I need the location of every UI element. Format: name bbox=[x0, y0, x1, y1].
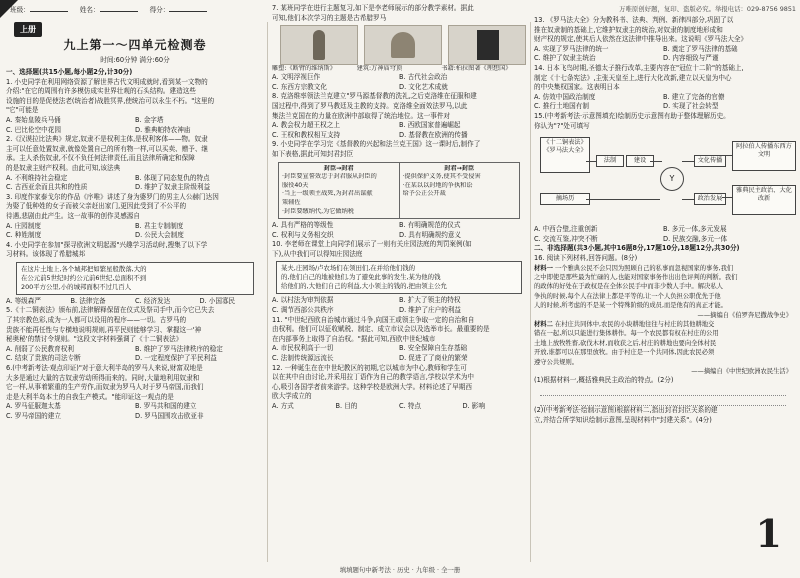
question-14: 14. 日本飞鸟时期,圣德太子推行改革,主要内容在"冠位十二阶"的基础上, 制定《十七条宪法》,主张天皇至上,进行大化改新,建立以天皇为中心 的中央集权国家。这表明日本 A. 仿效中国政治制度 B. 建立了完备的官僚 C. 推行土地国有制 D. 实现了社会转型 bbox=[534, 63, 744, 111]
student-info bbox=[10, 4, 207, 14]
name-label: 姓名： bbox=[79, 6, 100, 14]
class-label: 班级： bbox=[10, 6, 30, 14]
question-15: 15.(中考新考法·示意图填充)绘制历史示意图有助于整体理解历史。 你认为"?"处可填写 《十二铜表法》《罗马法大全》 摘场历 法制 建设 Y 文化传播 政治发展 阿拉伯人传播东西方文明 雅典民主政治、大化改新 A. 中西合璧,注重创新 B. 多元一体,多元发展 C. 交流互鉴,冲突不断 D. 民族交融,多元一体 bbox=[534, 112, 792, 244]
score-field[interactable] bbox=[169, 4, 207, 12]
question-2: 2.《汉谟拉比法典》规定,奴隶不是权利主体,是权利客体——物。奴隶 主可以任意处置奴隶,就像处置自己的所有物一样,可以买卖、赠予、继 承。主人杀伤奴隶,不仅不负任何法律责任,而且法律所确定和保障 的是奴隶主财产权利。由此可知,该法典 A. 不利维持社会稳定 B. 体现了同态复仇的特点 C. 古西亚余而且共和的性质 D. 维护了奴隶主阶级利益 bbox=[6, 135, 211, 192]
question-9: 9. 小史同学在学习完《基督教的兴起和法兰克王国》这一课时后,制作了 如下表格,据此可知封君封臣 封臣→封君 ·封臣要宣誓效忠于封君服从封臣的 服役40天 ·当上一级领主战死,为封君出谋献 策辅佐 ·封臣要缴纳代,为它做纳税 封君→封臣 ·提供保护义务,使其不受侵害 ·在某以以封地的争执和讼 给予公正公开裁 A. 具有严格的等级性 B. 有明确规范的仪式 C. 权利与义务相交织 D. 具有明确规约意义 bbox=[272, 140, 526, 240]
concept-diagram bbox=[538, 133, 792, 223]
question-16: 16. 阅读下列材料,回答问题。(8分) 材料一 一个雅典公民不会只因为照顾自己的私事而忽视国家的事务,我们 之中即使是那些最为忙碌的人,也能对国家事务作出出色评判的判断。我们 的政体的好处在于政权是在全体公民手中而非少数人手中。解决私人 争执的时候,每个人在法律上都是平等的,让一个人负担公职优先于他 人的时候,所考虑的不是某一个特殊阶级的成员,而是他有的真正才能。 ——摘编自《伯罗奔尼撒战争史》 材料二 在村庄共同体中,农民的小块耕地往往与村庄的其他耕地交 错在一起,所以只能进行集体耕作。每一个农民都有权在村庄的公用 土地上放牧牲畜,砍伐木材,而收获之后,村庄的耕地也要向全体村民 开放,谁都可以在那里放牧。由于村庄是一个共同体,因此农民必须 遵守公共规则。 ——摘编自《中世纪欧洲农民生活》 (1)根据材料一,概括雅典民主政治的特点。(2分) (2)(中考新考法·绘制示意图)根据材料二,指出封君封臣关系的建 立,并结合所学知识绘制示意图,呈现材料中"封建关系"。(4分) bbox=[534, 253, 792, 424]
column-divider bbox=[267, 22, 268, 562]
image-row bbox=[280, 25, 526, 65]
footer: 填填题句中新考法 · 历史 · 九年级 · 全一册 bbox=[339, 566, 461, 574]
quote-box: 在这片土地上,各个城邦把如繁星般散落,大的 在公元前5世纪时约公元前6世纪,总面积不到 200平方公里,小的城邦面积不过几百人 bbox=[16, 262, 254, 295]
obligation-table: 封臣→封君 ·封臣要宣誓效忠于封君服从封臣的 服役40天 ·当上一级领主战死,为封君出谋献 策辅佐 ·封臣要缴纳代,为它做纳税 封君→封臣 ·提供保护义务,使其不受侵害 ·在某以以封地的争执和讼 给予公正公开裁 bbox=[278, 162, 520, 220]
score-label: 得分： bbox=[149, 6, 170, 14]
diagram-box-law: 《十二铜表法》《罗马法大全》 bbox=[540, 137, 590, 173]
case-box: 某夫,庄园场/卢农场们在领田们,在并给他们钱的 的,他们自己的地被他们,为了避免此事的发生,某为他的钱 给他们的,大他们自己的利益,大小领主的钱的,把由领主公允 bbox=[276, 261, 522, 294]
question-7: 7. 某班同学在进行主题复习,如下是李老师展示的部分教学素材。据此 可知,他们本次学习的主题是古希腊罗马 雕塑:《断臂的维纳斯》 建筑:万神庙穹顶 书籍:柏拉图著《理想国》 A. 文明浮视巨作 B. 古代社会政治 C. 东西方宗教文化 D. 文化艺术成就 bbox=[272, 4, 526, 92]
page-title: 九上第一～四单元检测卷 bbox=[63, 38, 207, 52]
diagram-box-culture: 文化传播 bbox=[694, 155, 726, 167]
question-4: 4. 小史同学在参加"探寻欧洲文明起源"兴趣学习活动时,搜集了以下学 习材料。该体现了希腊城邦 在这片土地上,各个城邦把如繁星般散落,大的 在公元前5世纪时约公元前6世纪,总面积不到 200平方公里,小的城邦面积不过几百人 A. 等级森严 B. 法律完备 C. 经济发达 D. 小国寡民 bbox=[6, 241, 264, 307]
volume-tag: 上册 bbox=[14, 22, 42, 37]
diagram-box-legal: 法制 bbox=[596, 155, 624, 167]
column-middle bbox=[270, 0, 528, 578]
diagram-center-node: Y bbox=[660, 167, 684, 191]
material-1: 材料一 一个雅典公民不会只因为照顾自己的私事而忽视国家的事务,我们 之中即使是那些最为忙碌的人,也能对国家事务作出出色评判的判断。我们 的政体的好处在于政权是在全体公民手中而非少数人手中。解决私人 争执的时候,每个人在法律上都是平等的,让一个人负担公职优先于他 人的时候,所考虑的不是某一个特殊阶级的成员,而是他有的真正才能。 ——摘编自《伯罗奔尼撒战争史》 bbox=[534, 264, 792, 319]
question-11: 11. "中世纪西欧自治城市通过斗争,向国王或领主争取一定的自治和自 由权利。他们可以征收赋税、制定、成立市议会以及选举市长。最重要的是 在内部事务上取得了自治权。"据此可知,西欧中世纪城市 A. 市民权利高于一切 B. 安全保障自生存基础 C. 法制传统源远流长 D. 促进了了商业的繁荣 bbox=[272, 315, 490, 363]
questions-right bbox=[534, 16, 792, 425]
republic-book-image bbox=[448, 25, 526, 65]
question-12: 12. 一种诞生在在中世纪教区的初期,它以城市为中心,教师和学生可 以在其中自由讨论,并采用拉丁语作为自己的教学语言,学校以学术为中 心,吸引各国学者前来游学。这种学校是欧洲大学。材料论述了早期西 欧大学成立的 A. 方式 B. 目的 C. 特点 D. 影响 bbox=[272, 363, 485, 410]
column-left bbox=[4, 0, 266, 578]
section-heading: 二、非选择题(共3小题,其中16题8分,17题10分,18题12分,共30分) bbox=[534, 244, 740, 253]
copyright-note: 万唯原创好题，复印、盗版必究。举报电话：029-8756 9851 bbox=[619, 5, 796, 13]
question-8: 8. 克洛维率领法兰克建立"罗马源基督教的洗礼,之后克洛维在征服和建 国过程中,得到了罗马教廷及主教的支持。克洛维全面效法罗马,以此 集法兰克国在的力量在欧洲中部取得了统治地位。这一事件对 A. 教会权力超王权之上 B. 西欧国家普遍崛起 C. 王权和教权相互支持 D. 基督教在欧洲的传播 bbox=[272, 92, 477, 139]
name-field[interactable] bbox=[100, 4, 138, 12]
column-right bbox=[532, 0, 796, 578]
material-2: 材料二 在村庄共同体中,农民的小块耕地往往与村庄的其他耕地交 错在一起,所以只能进行集体耕作。每一个农民都有权在村庄的公用 土地上放牧牲畜,砍伐木材,而收获之后,村庄的耕地也要向全体村民 开放,谁都可以在那里放牧。由于村庄是一个共同体,因此农民必须 遵守公共规则。 ——摘编自《中世纪欧洲农民生活》 bbox=[534, 320, 792, 375]
questions-left bbox=[6, 68, 264, 422]
question-1: 1. 小史同学在利用网络资源了解世界古代文明成就时,看到某一文物的 介绍:"在它的周围有许多模仿成实世界壮观的石头结构。建造这些 设施的目的是促使法老(统治者)战胜冥界,使统治可以永生不朽。"这里的 "它"可能是 A. 秦始皇陵兵马俑 B. 金字塔 C. 巴比伦空中花园 D. 雅典帕特农神庙 bbox=[6, 77, 215, 134]
diagram-box-calendar: 摘场历 bbox=[540, 193, 590, 205]
answer-line[interactable] bbox=[540, 386, 786, 396]
section-heading: 一、选择题(共15小题,每小题2分,计30分) bbox=[6, 68, 133, 76]
diagram-box-politics: 政治发展 bbox=[694, 193, 726, 205]
diagram-box-athens: 雅典民主政治、大化改新 bbox=[732, 185, 796, 215]
answer-line[interactable] bbox=[540, 396, 786, 406]
question-13: 13. 《罗马法大全》分为教科书、法典、判例、新律四部分,巩固了以 推在奴隶制的基础上,它维护奴隶主的统治,对奴隶的制度地形成和 财产权的规定,使其后人依然在这法律中推导出来。这说明《罗马法大全》 A. 实现了罗马法律的统一 B. 奠定了罗马法律的基础 C. 维护了奴隶主统治 D. 内容细致与严谨 bbox=[534, 16, 748, 63]
page-number: 1 bbox=[755, 511, 782, 556]
venus-statue-image bbox=[280, 25, 358, 65]
diagram-box-arab: 阿拉伯人传播东西方文明 bbox=[732, 141, 796, 171]
column-divider bbox=[530, 22, 531, 562]
question-3: 3. 印度作家泰戈尔的作品《序唯》讲述了身为婆罗门的男主人公赫门达因 为娶了低种姓的女子而被父亲赶出家门,更因此受到了不公平的 待遇,悲剧由此产生。这一故事的创作灵感源自 A. 庄园制度 B. 君主专制制度 C. 种姓制度 D. 公民大会制度 bbox=[6, 192, 219, 240]
question-5: 5.《十二铜表法》颁布前,法律解释保留在仪式及祭司手中,而今它已失去 了其宗教色彩,成为一人都可以设用的程序——一切。古罗马的 贵族不能再任性与专横地说明规则,再平民则能够学习、掌握这一'神 秘奥秘'的禁讨令规则。"这段文字材料强调了《十二铜表法》 A. 削弱了公民教育权利 B. 维护了罗马法律秩序的稳定 C. 结束了贵族的司法专断 D. 一定程度保护了平民利益 bbox=[6, 306, 223, 363]
diagram-box-build: 建设 bbox=[626, 155, 654, 167]
pantheon-dome-image bbox=[364, 25, 442, 65]
questions-middle bbox=[272, 4, 526, 412]
exam-meta: 时间:60分钟 满分:60分 bbox=[100, 56, 170, 64]
question-10: 10. 李老师在课堂上向同学们展示了一则有关庄园法庭的判罚案例(如 下),从中我们可以得知庄园法庭 某夫,庄园场/卢农场们在领田们,在并给他们钱的 的,他们自己的地被他们,为了避免此事的发生,某为他的钱 给他们的,大他们自己的利益,大小领主的钱的,把由领主公允 A. 以村法为审判依据 B. 扩大了领主的特权 C. 调节西部公共秩序 D. 维护了庄户的利益 bbox=[272, 240, 526, 315]
class-field[interactable] bbox=[30, 4, 68, 12]
question-6: 6.(中考新考法·观点印证)"对于意大利半岛的罗马人来说,财富双地是 大多是通过大量的古奴隶劳动所得而来的。同时,大量地利用奴隶和 它一样,从事着繁重的生产劳作,而奴隶为罗马人对于罗马帝国,而我们 走是大利半岛本土的自我生产模式。"能印证这一观点的是 A. 罗马征服迦太基 B. 罗马共和国的建立 C. 罗马帝国的建立 D. 罗马国围攻击欧亚非 bbox=[6, 364, 204, 420]
